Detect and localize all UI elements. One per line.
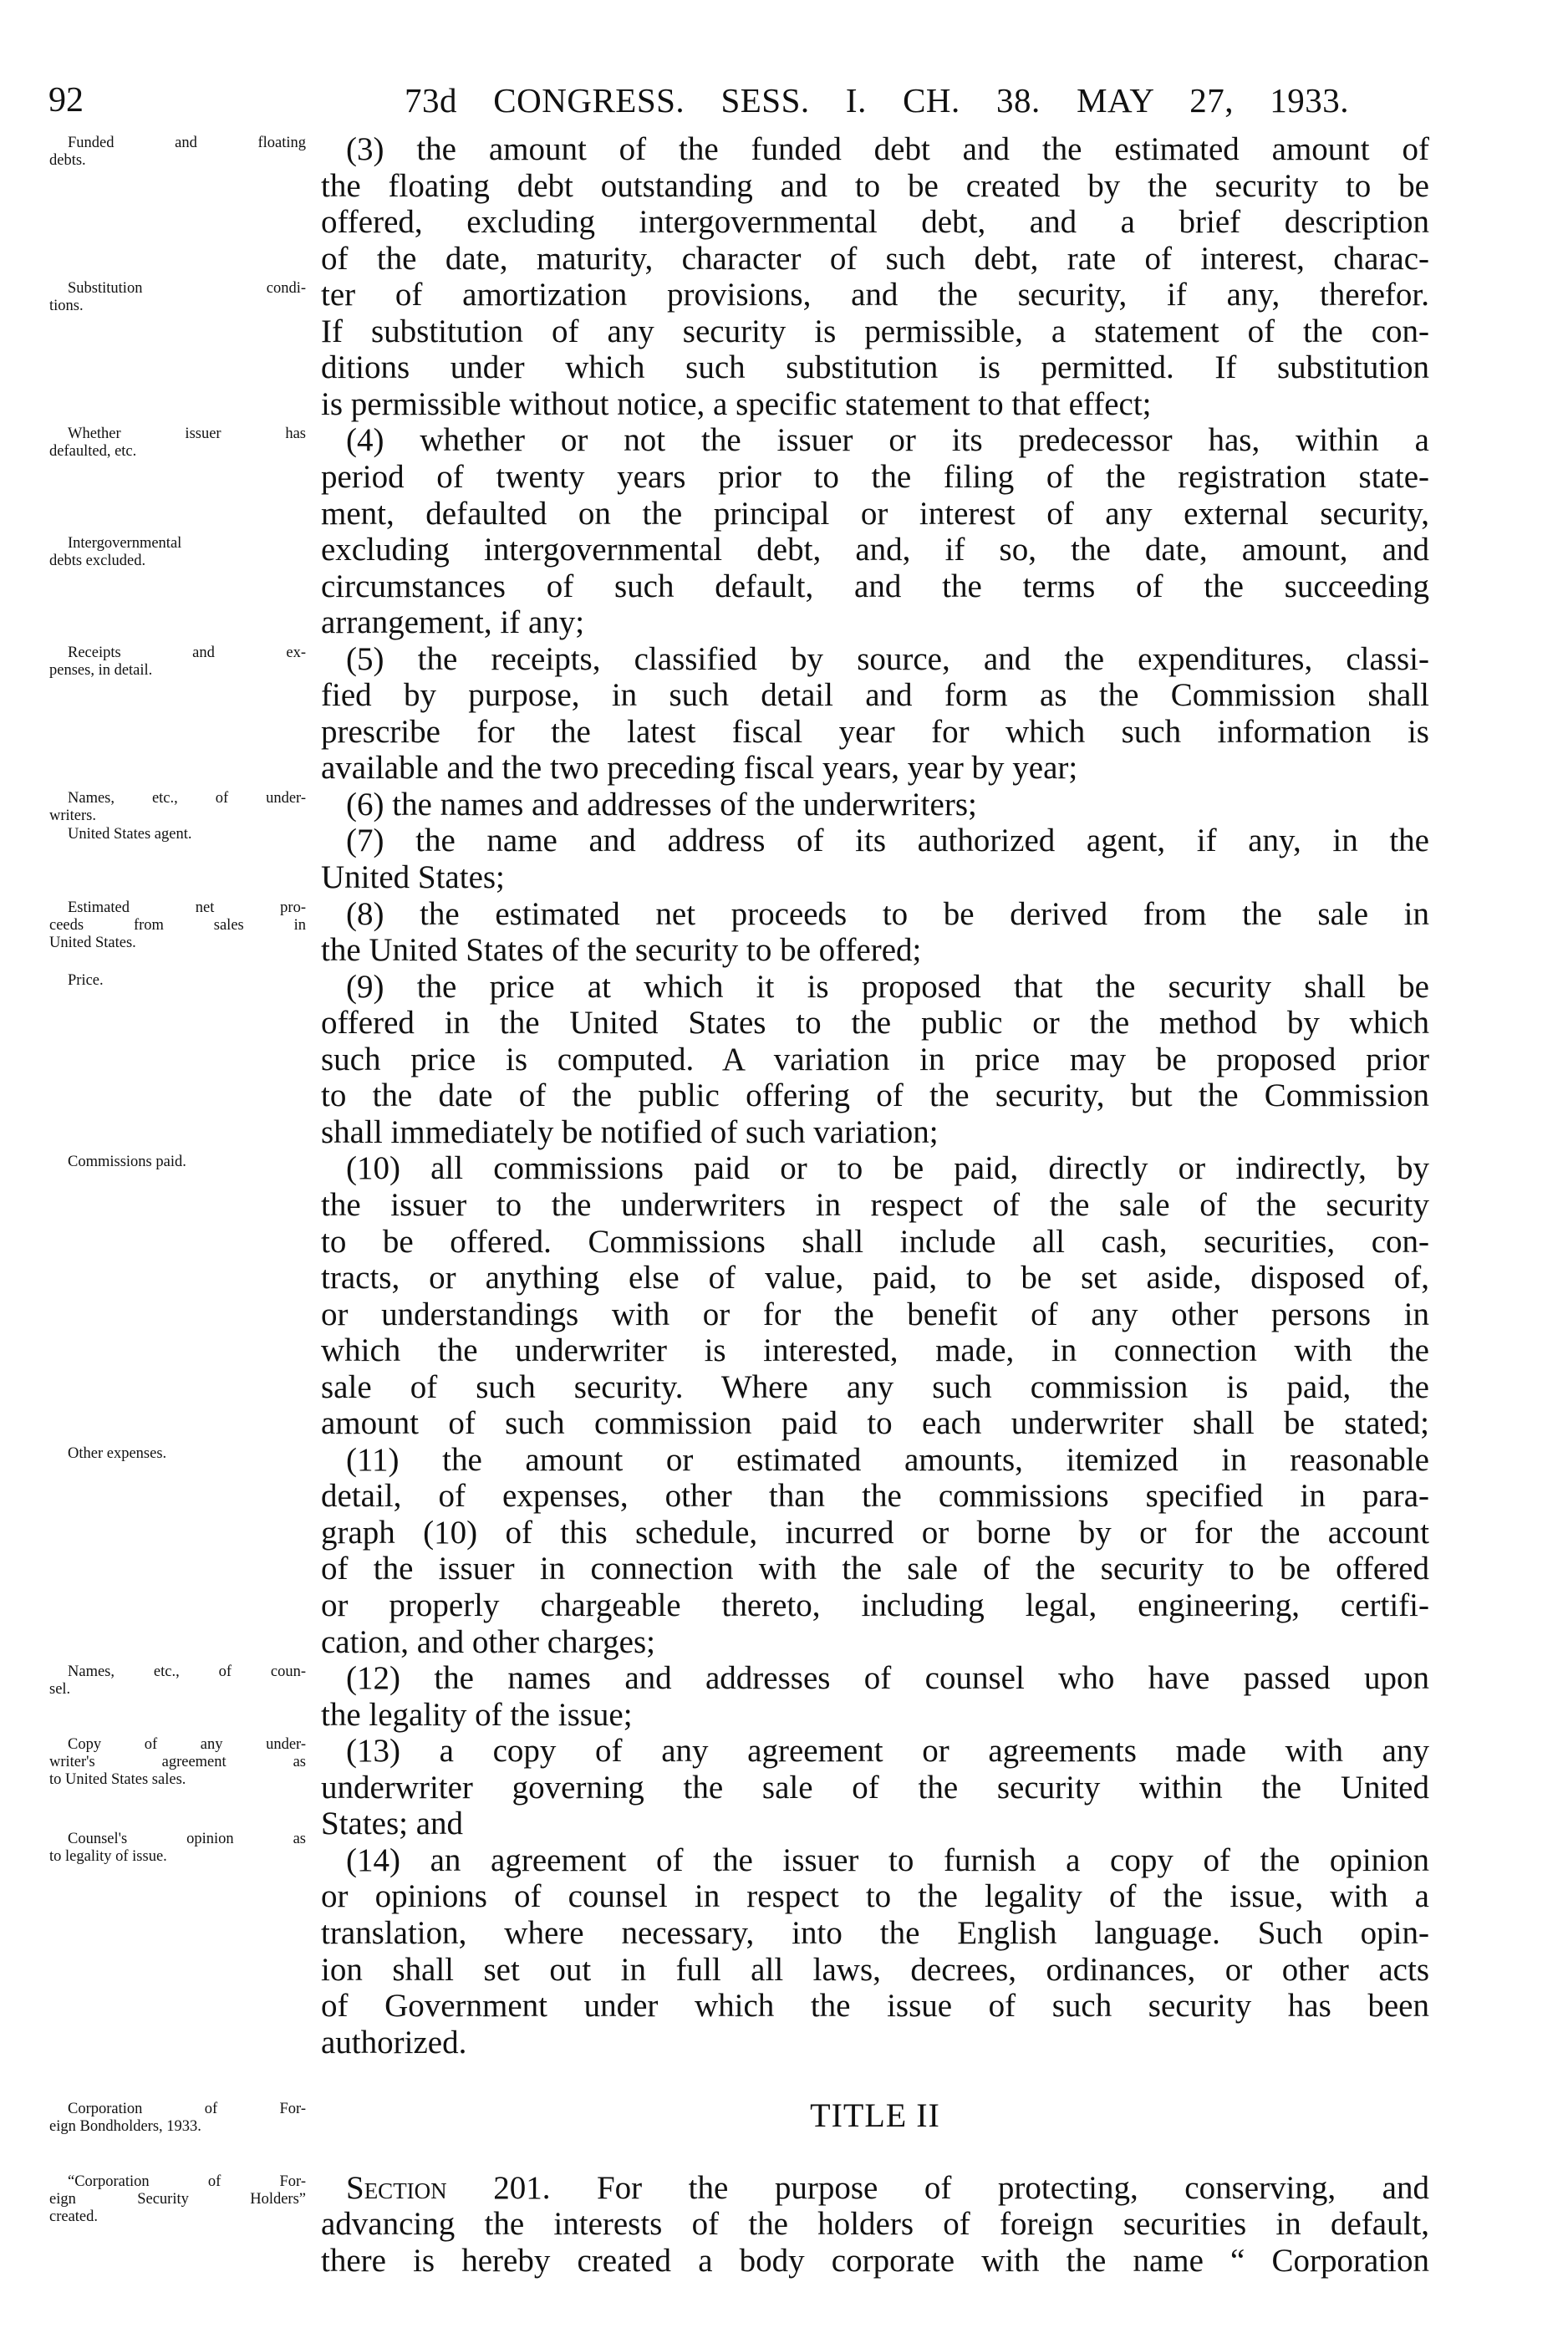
body-line: detail, of expenses, other than the commissions specified in para- xyxy=(321,1478,1429,1515)
body-line: (6) the names and addresses of the underwriters; xyxy=(346,786,977,823)
margin-note-line: Other expenses. xyxy=(68,1444,167,1462)
title-heading: TITLE II xyxy=(810,2096,940,2134)
body-line: sale of such security. Where any such commission is paid, the xyxy=(321,1368,1429,1405)
body-line: If substitution of any security is permissible, a statement of the con- xyxy=(321,313,1429,349)
body-line: (7) the name and address of its authorized agent, if any, in the xyxy=(346,823,1429,859)
margin-note-line: to United States sales. xyxy=(49,1771,186,1789)
body-line: period of twenty years prior to the filing of the registration state- xyxy=(321,458,1429,495)
running-head: 73d CONGRESS. SESS. I. CH. 38. MAY 27, 1933. xyxy=(405,81,1349,120)
margin-note xyxy=(49,644,306,680)
margin-note-line: Whether issuer has xyxy=(68,425,306,443)
margin-note-line: eign Bondholders, 1933. xyxy=(49,2117,201,2135)
margin-note-line: Counsel's opinion as xyxy=(68,1831,306,1848)
body-line: States; and xyxy=(321,1806,464,1842)
margin-note-line: Intergovernmental xyxy=(68,535,182,553)
body-line: offered, excluding intergovernmental debt, and a brief description xyxy=(321,204,1429,241)
margin-note-line: ceeds from sales in xyxy=(49,916,306,934)
margin-note-line: debts excluded. xyxy=(49,553,146,570)
body-line: graph (10) of this schedule, incurred or borne by or for the account xyxy=(321,1514,1429,1551)
margin-note xyxy=(49,535,306,570)
margin-note-line: defaulted, etc. xyxy=(49,443,137,461)
body-line: United States; xyxy=(321,859,505,895)
body-line: circumstances of such default, and the terms of the succeeding xyxy=(321,568,1429,604)
body-line: the United States of the security to be offered; xyxy=(321,932,922,969)
margin-note-line: writers. xyxy=(49,807,96,824)
body-line: to be offered. Commissions shall include all cash, securities, con- xyxy=(321,1223,1429,1260)
margin-note-line: Names, etc., of coun- xyxy=(68,1663,306,1681)
body-line: (11) the amount or estimated amounts, itemized in reasonable xyxy=(346,1441,1429,1478)
margin-note xyxy=(49,425,306,461)
margin-note xyxy=(49,2173,306,2226)
margin-note-line: Names, etc., of under- xyxy=(68,789,306,807)
body-line: amount of such commission paid to each underwriter shall be stated; xyxy=(321,1405,1429,1442)
body-line: which the underwriter is interested, made, in connection with the xyxy=(321,1332,1429,1369)
margin-note-line: Estimated net pro- xyxy=(68,899,306,916)
body-line: the issuer to the underwriters in respect of the sale of the security xyxy=(321,1186,1429,1223)
body-line: authorized. xyxy=(321,2024,467,2060)
margin-note xyxy=(49,2101,306,2136)
margin-note-line: Copy of any under- xyxy=(68,1736,306,1754)
body-line: the floating debt outstanding and to be created by the security to be xyxy=(321,167,1429,204)
margin-note-line: “Corporation of For- xyxy=(68,2173,306,2190)
margin-note xyxy=(49,826,306,843)
margin-note-line: penses, in detail. xyxy=(49,661,153,679)
body-line: of the issuer in connection with the sale of the security to be offered xyxy=(321,1551,1429,1587)
margin-note-line: sel. xyxy=(49,1681,71,1699)
margin-note xyxy=(49,899,306,952)
margin-note xyxy=(49,135,306,170)
body-line: ditions under which such substitution is permitted. If substitution xyxy=(321,349,1429,386)
section-line: advancing the interests of the holders of foreign securities in default, xyxy=(321,2206,1429,2243)
margin-note xyxy=(49,1831,306,1866)
body-line: ment, defaulted on the principal or interest of any external security, xyxy=(321,495,1429,532)
body-line: tracts, or anything else of value, paid, to be set aside, disposed of, xyxy=(321,1260,1429,1296)
margin-note-line: Receipts and ex- xyxy=(68,644,306,661)
margin-note-line: tions. xyxy=(49,298,84,315)
margin-note-line: debts. xyxy=(49,152,86,169)
margin-note-line: writer's agreement as xyxy=(49,1754,306,1771)
body-line: or opinions of counsel in respect to the legality of the issue, with a xyxy=(321,1878,1429,1915)
body-line: offered in the United States to the public or the method by which xyxy=(321,1005,1429,1042)
body-line: (12) the names and addresses of counsel who have passed upon xyxy=(346,1660,1429,1697)
body-line: shall immediately be notified of such variation; xyxy=(321,1113,939,1150)
body-line: is permissible without notice, a specific statement to that effect; xyxy=(321,385,1152,422)
body-line: prescribe for the latest fiscal year for which such information is xyxy=(321,713,1429,750)
margin-note xyxy=(49,280,306,315)
body-line: of Government under which the issue of such security has been xyxy=(321,1988,1429,2025)
margin-note-line: Substitution condi- xyxy=(68,280,306,298)
margin-note xyxy=(49,972,306,990)
body-line: (5) the receipts, classified by source, and the expenditures, classi- xyxy=(346,640,1429,677)
margin-note xyxy=(49,1445,306,1463)
body-line: arrangement, if any; xyxy=(321,604,585,641)
body-line: excluding intergovernmental debt, and, if so, the date, amount, and xyxy=(321,532,1429,568)
section-label: Section 201. xyxy=(346,2169,551,2206)
body-line: or properly chargeable thereto, including legal, engineering, certifi- xyxy=(321,1587,1429,1623)
section-line: Section 201. For the purpose of protecting, conserving, and xyxy=(346,2169,1429,2206)
margin-note-line: United States. xyxy=(49,934,136,951)
margin-note xyxy=(49,1154,306,1171)
body-line: cation, and other charges; xyxy=(321,1623,655,1660)
body-line: (10) all commissions paid or to be paid, directly or indirectly, by xyxy=(346,1150,1429,1187)
body-line: available and the two preceding fiscal years, year by year; xyxy=(321,750,1078,787)
margin-note-line: Funded and floating xyxy=(68,135,306,151)
body-line: (8) the estimated net proceeds to be derived from the sale in xyxy=(346,895,1429,932)
body-line: underwriter governing the sale of the security within the United xyxy=(321,1769,1429,1806)
page-number: 92 xyxy=(48,81,84,120)
body-line: translation, where necessary, into the English language. Such opin- xyxy=(321,1914,1429,1951)
body-line: (14) an agreement of the issuer to furnish a copy of the opinion xyxy=(346,1841,1429,1878)
margin-note-line: Corporation of For- xyxy=(68,2100,306,2117)
margin-note-line: eign Security Holders” xyxy=(49,2190,306,2208)
body-line: of the date, maturity, character of such debt, rate of interest, charac- xyxy=(321,240,1429,277)
margin-note-line: created. xyxy=(49,2208,99,2225)
body-line: to the date of the public offering of the security, but the Commission xyxy=(321,1077,1429,1114)
margin-note xyxy=(49,790,306,825)
body-line: such price is computed. A variation in price may be proposed prior xyxy=(321,1041,1429,1077)
body-line: (13) a copy of any agreement or agreements made with any xyxy=(346,1733,1429,1770)
body-line: ion shall set out in full all laws, decrees, ordinances, or other acts xyxy=(321,1951,1429,1988)
body-line: (4) whether or not the issuer or its predecessor has, within a xyxy=(346,422,1429,459)
body-line: or understandings with or for the benefit of any other persons in xyxy=(321,1296,1429,1332)
body-line: the legality of the issue; xyxy=(321,1696,633,1733)
body-line: (9) the price at which it is proposed that the security shall be xyxy=(346,968,1429,1005)
body-line: fied by purpose, in such detail and form as the Commission shall xyxy=(321,677,1429,714)
body-line: (3) the amount of the funded debt and the estimated amount of xyxy=(346,131,1429,167)
margin-note xyxy=(49,1736,306,1789)
margin-note-line: United States agent. xyxy=(68,826,192,843)
margin-note-line: Price. xyxy=(68,971,104,989)
margin-note-line: Commissions paid. xyxy=(68,1154,186,1171)
section-line: there is hereby created a body corporate with the name “ Corporation xyxy=(321,2242,1429,2279)
margin-note xyxy=(49,1663,306,1699)
margin-note-line: to legality of issue. xyxy=(49,1848,167,1866)
body-line: ter of amortization provisions, and the security, if any, therefor. xyxy=(321,277,1429,313)
